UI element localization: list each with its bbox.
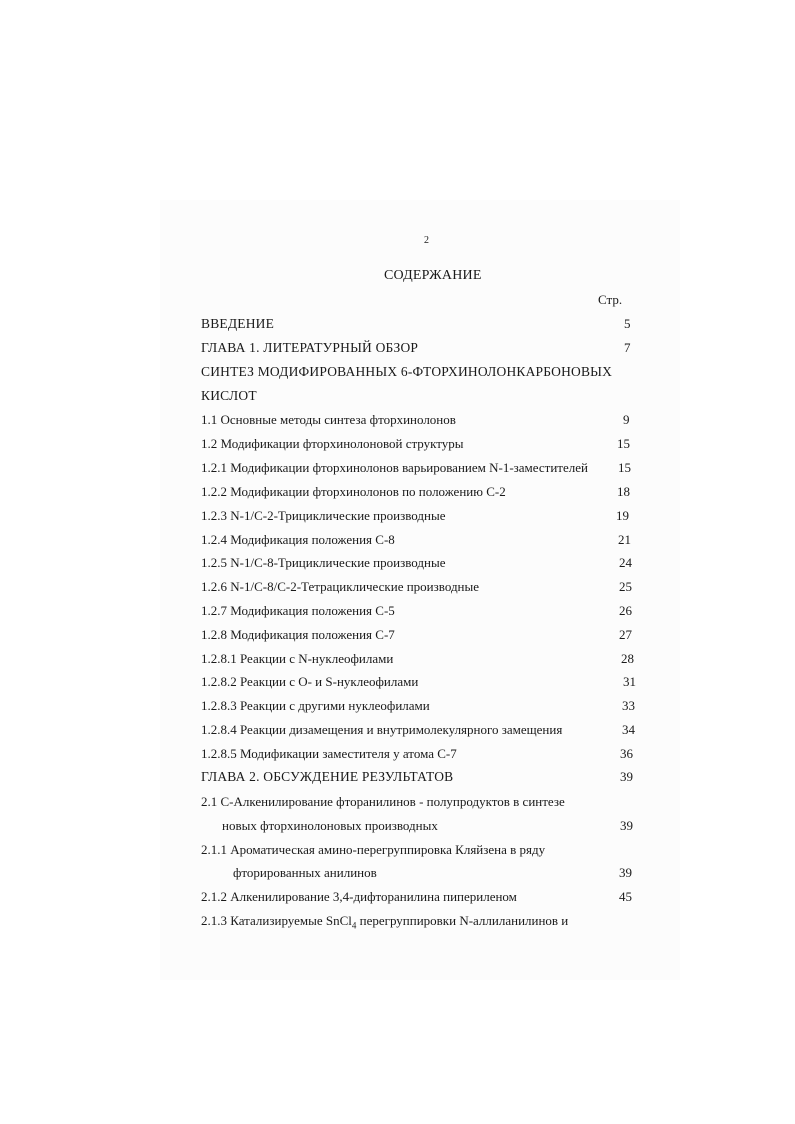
toc-entry-chapter-2: ГЛАВА 2. ОБСУЖДЕНИЕ РЕЗУЛЬТАТОВ bbox=[201, 769, 454, 784]
subscript: 4 bbox=[351, 920, 357, 931]
toc-page-number: 15 bbox=[618, 460, 631, 475]
toc-page-number: 34 bbox=[622, 722, 635, 737]
toc-entry-text: 2.1.3 Катализируемые SnCl bbox=[201, 913, 352, 928]
toc-page-number: 33 bbox=[622, 698, 635, 713]
toc-page-number: 15 bbox=[617, 436, 630, 451]
toc-page-number: 18 bbox=[617, 484, 630, 499]
toc-entry-chapter-1-title: СИНТЕЗ МОДИФИРОВАННЫХ 6-ФТОРХИНОЛОНКАРБОНОВЫХ bbox=[201, 364, 613, 379]
toc-entry: 1.2.1 Модификации фторхинолонов варьированием N-1-заместителей bbox=[201, 460, 588, 475]
toc-entry-text-tail: перегруппировки N-аллиланилинов и bbox=[356, 913, 569, 928]
toc-entry: 1.2.8.1 Реакции с N-нуклеофилами bbox=[201, 651, 394, 666]
toc-page-number: 39 bbox=[620, 818, 633, 833]
toc-entry: 2.1.1 Ароматическая амино-перегруппировка Кляйзена в ряду bbox=[201, 842, 546, 857]
toc-page-number: 27 bbox=[619, 627, 632, 642]
toc-page-number: 36 bbox=[620, 746, 633, 761]
page-title: СОДЕРЖАНИЕ bbox=[384, 268, 482, 283]
toc-entry: 1.2 Модификации фторхинолоновой структуры bbox=[201, 436, 464, 451]
toc-entry: 1.2.4 Модификация положения С-8 bbox=[201, 532, 395, 547]
toc-page-number: 26 bbox=[619, 603, 632, 618]
toc-entry: 1.2.8.5 Модификации заместителя у атома С-7 bbox=[201, 746, 457, 761]
page-column-header: Стр. bbox=[598, 292, 623, 307]
toc-page-number: 31 bbox=[623, 674, 636, 689]
toc-page-number: 21 bbox=[618, 532, 631, 547]
toc-entry: 1.2.2 Модификации фторхинолонов по положению С-2 bbox=[201, 484, 506, 499]
toc-page-number: 19 bbox=[616, 508, 629, 523]
toc-entry-continuation: новых фторхинолоновых производных bbox=[222, 818, 438, 833]
toc-entry-chapter-1: ГЛАВА 1. ЛИТЕРАТУРНЫЙ ОБЗОР bbox=[201, 340, 419, 355]
toc-entry-chapter-1-title-cont: КИСЛОТ bbox=[201, 388, 257, 403]
toc-entry: 1.2.7 Модификация положения С-5 bbox=[201, 603, 395, 618]
toc-entry: 2.1 С-Алкенилирование фторанилинов - полупродуктов в синтезе bbox=[201, 794, 565, 809]
toc-page-number: 5 bbox=[624, 316, 631, 331]
toc-entry: 2.1.2 Алкенилирование 3,4-дифторанилина пипериленом bbox=[201, 889, 517, 904]
toc-page-number: 7 bbox=[624, 340, 631, 355]
toc-entry: 1.2.8.2 Реакции с О- и S-нуклеофилами bbox=[201, 674, 419, 689]
toc-page-number: 39 bbox=[619, 865, 632, 880]
toc-entry: 1.2.8.4 Реакции дизамещения и внутримолекулярного замещения bbox=[201, 722, 563, 737]
toc-entry: 1.2.8 Модификация положения С-7 bbox=[201, 627, 395, 642]
toc-entry: 1.2.6 N-1/C-8/C-2-Тетрациклические производные bbox=[201, 579, 480, 594]
toc-page-number: 9 bbox=[623, 412, 630, 427]
toc-entry: 1.2.3 N-1/C-2-Трициклические производные bbox=[201, 508, 446, 523]
toc-page-number: 39 bbox=[620, 769, 633, 784]
toc-page-number: 24 bbox=[619, 555, 632, 570]
toc-entry-introduction: ВВЕДЕНИЕ bbox=[201, 316, 275, 331]
toc-entry: 1.2.5 N-1/C-8-Трициклические производные bbox=[201, 555, 446, 570]
toc-page-number: 25 bbox=[619, 579, 632, 594]
toc-entry: 1.1 Основные методы синтеза фторхинолонов bbox=[201, 412, 456, 427]
toc-page-number: 28 bbox=[621, 651, 634, 666]
toc-page-number: 45 bbox=[619, 889, 632, 904]
toc-entry: 1.2.8.3 Реакции с другими нуклеофилами bbox=[201, 698, 430, 713]
page-number: 2 bbox=[424, 235, 429, 246]
toc-entry-continuation: фторированных анилинов bbox=[233, 865, 377, 880]
toc-entry bbox=[201, 913, 568, 931]
